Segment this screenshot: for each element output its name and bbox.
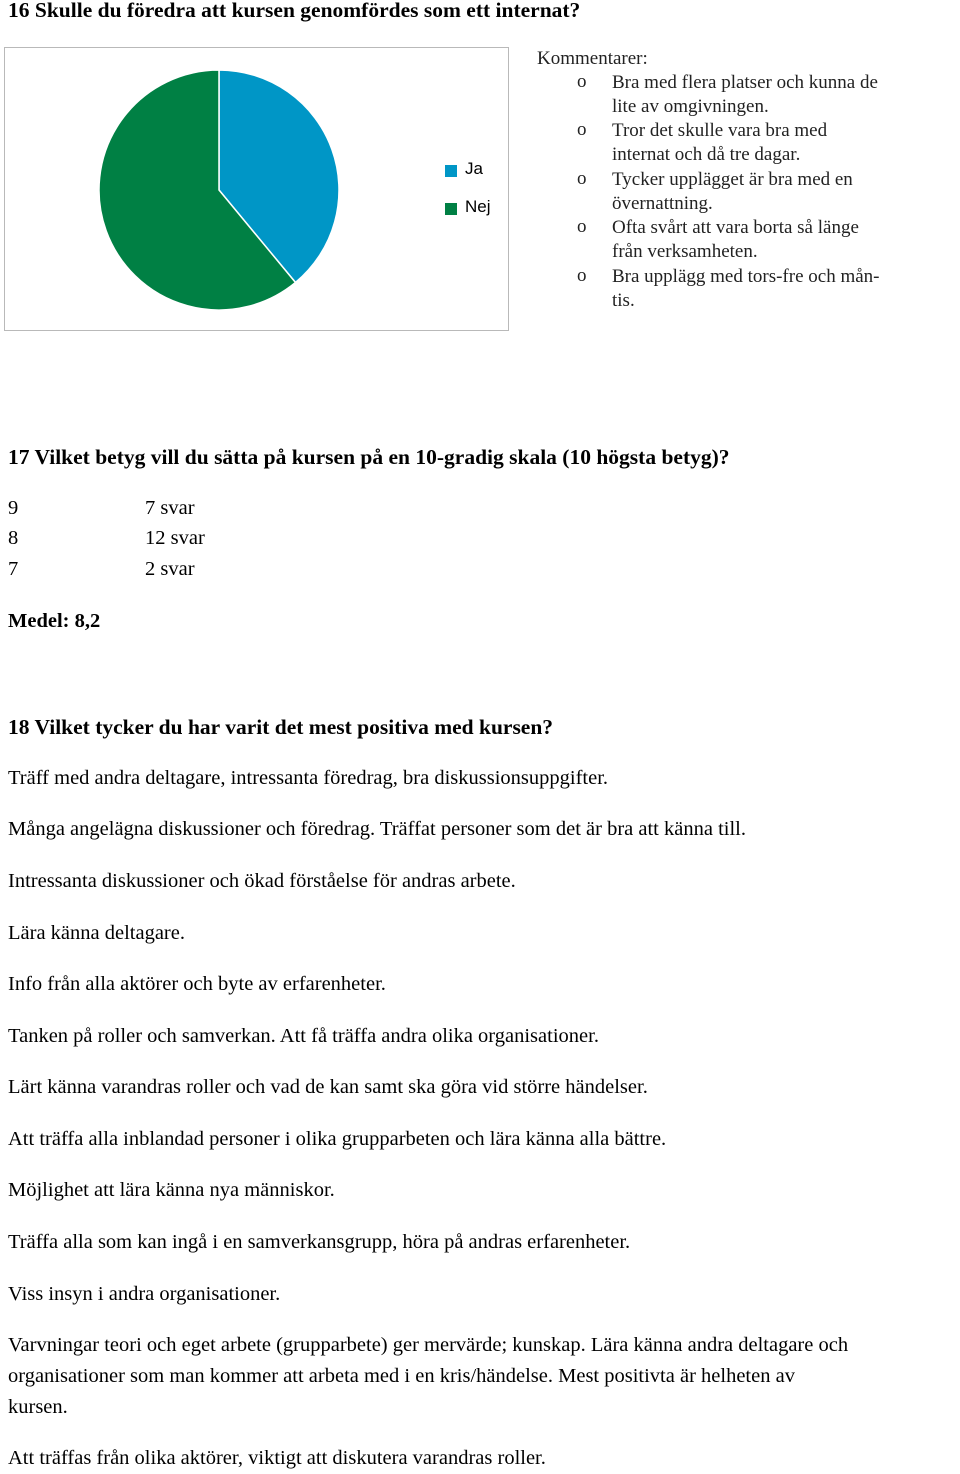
answer-item: Intressanta diskussioner och ökad förståelse för andras arbete. <box>8 870 516 892</box>
answer-item: Många angelägna diskussioner och föredrag. Träffat personer som det är bra att känna till. <box>8 818 746 840</box>
comment-bullet: o <box>577 71 587 92</box>
answer-item: Att träffas från olika aktörer, viktigt att diskutera varandras roller. <box>8 1447 546 1469</box>
answer-item: Träff med andra deltagare, intressanta föredrag, bra diskussionsuppgifter. <box>8 767 609 789</box>
answer-item: Info från alla aktörer och byte av erfarenheter. <box>8 973 386 995</box>
legend-swatch-ja <box>445 165 457 177</box>
mean-score: Medel: 8,2 <box>8 610 101 632</box>
answer-item: Lära känna deltagare. <box>8 922 185 944</box>
answer-item: Viss insyn i andra organisationer. <box>8 1283 281 1305</box>
comment-text: Bra upplägg med tors-fre och mån- tis. <box>612 266 880 311</box>
answer-item: Tanken på roller och samverkan. Att få träffa andra olika organisationer. <box>8 1025 599 1047</box>
pie-chart-frame <box>4 47 509 331</box>
answer-item: Träffa alla som kan ingå i en samverkansgrupp, höra på andras erfarenheter. <box>8 1231 631 1253</box>
comment-bullet: o <box>577 168 587 189</box>
answer-item: Varvningar teori och eget arbete (grupparbete) ger mervärde; kunskap. Lära känna andra deltagare och organisationer som man kommer att arbeta med i en kris/händelse. Mest positivta är helheten av kursen. <box>8 1334 849 1418</box>
legend-label-nej: Nej <box>465 197 491 216</box>
grade-count: 7 svar <box>145 497 195 519</box>
question-18-title: 18 Vilket tycker du har varit det mest positiva med kursen? <box>8 715 554 739</box>
answer-item: Möjlighet att lära känna nya människor. <box>8 1179 335 1201</box>
comment-text: Bra med flera platser och kunna de lite av omgivningen. <box>612 72 878 117</box>
grade-value: 7 <box>8 558 19 580</box>
comment-text: Tror det skulle vara bra med internat och då tre dagar. <box>612 120 828 165</box>
legend-swatch-nej <box>445 203 457 215</box>
question-17-title: 17 Vilket betyg vill du sätta på kursen på en 10-gradig skala (10 högsta betyg)? <box>8 445 730 469</box>
grade-count: 2 svar <box>145 558 195 580</box>
answer-item: Lärt känna varandras roller och vad de kan samt ska göra vid större händelser. <box>8 1076 648 1098</box>
pie-chart <box>5 48 510 332</box>
comment-text: Ofta svårt att vara borta så länge från verksamheten. <box>612 217 859 262</box>
comment-text: Tycker upplägget är bra med en övernattning. <box>612 169 853 214</box>
grade-value: 9 <box>8 497 19 519</box>
question-16-title: 16 Skulle du föredra att kursen genomfördes som ett internat? <box>8 0 581 22</box>
legend-label-ja: Ja <box>465 159 483 178</box>
comments-header: Kommentarer: <box>537 48 648 69</box>
comment-bullet: o <box>577 216 587 237</box>
grade-value: 8 <box>8 527 19 549</box>
comment-bullet: o <box>577 119 587 140</box>
comment-bullet: o <box>577 265 587 286</box>
answer-item: Att träffa alla inblandad personer i olika grupparbeten och lära känna alla bättre. <box>8 1128 667 1150</box>
grade-count: 12 svar <box>145 527 205 549</box>
